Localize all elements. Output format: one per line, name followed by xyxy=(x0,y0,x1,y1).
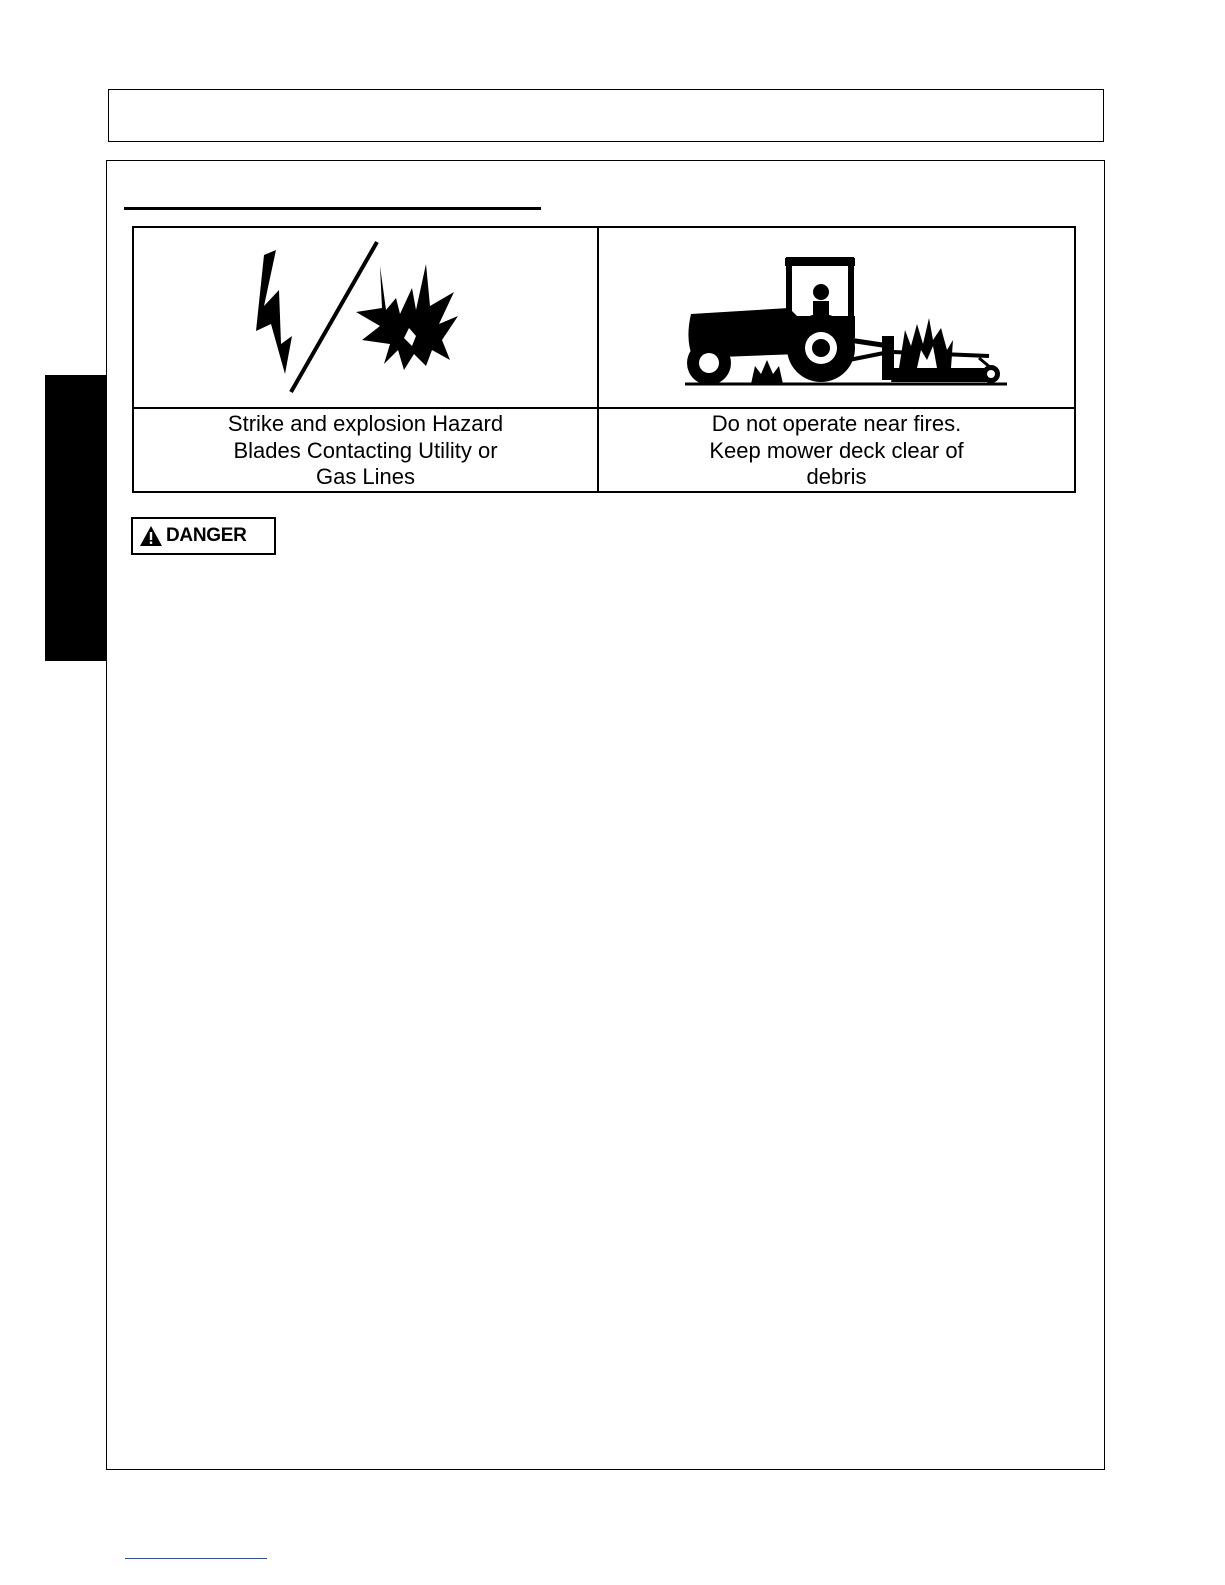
caption-line: Blades Contacting Utility or xyxy=(233,437,498,463)
caption-line: Strike and explosion Hazard xyxy=(227,411,504,436)
hazard-table xyxy=(132,226,1076,493)
hazard-image-cell xyxy=(134,228,597,407)
hazard-caption xyxy=(134,409,597,491)
danger-label-text: DANGER xyxy=(166,525,247,546)
caption-line: Do not operate near fires. xyxy=(711,411,962,436)
hazard-image-cell xyxy=(599,228,1074,407)
footer-link-rule xyxy=(125,1558,267,1559)
tractor-fire-icon xyxy=(599,228,1074,407)
caption-line: Gas Lines xyxy=(315,464,416,489)
warning-triangle-icon xyxy=(139,525,163,547)
hazard-caption xyxy=(599,409,1074,491)
section-heading-rule xyxy=(124,207,541,210)
section-side-tab xyxy=(45,375,107,661)
caption-line: debris xyxy=(806,464,867,489)
page-header-box xyxy=(108,89,1104,142)
danger-label xyxy=(131,517,276,555)
caption-line: Keep mower deck clear of xyxy=(709,437,964,463)
lightning-explosion-icon xyxy=(134,228,597,407)
